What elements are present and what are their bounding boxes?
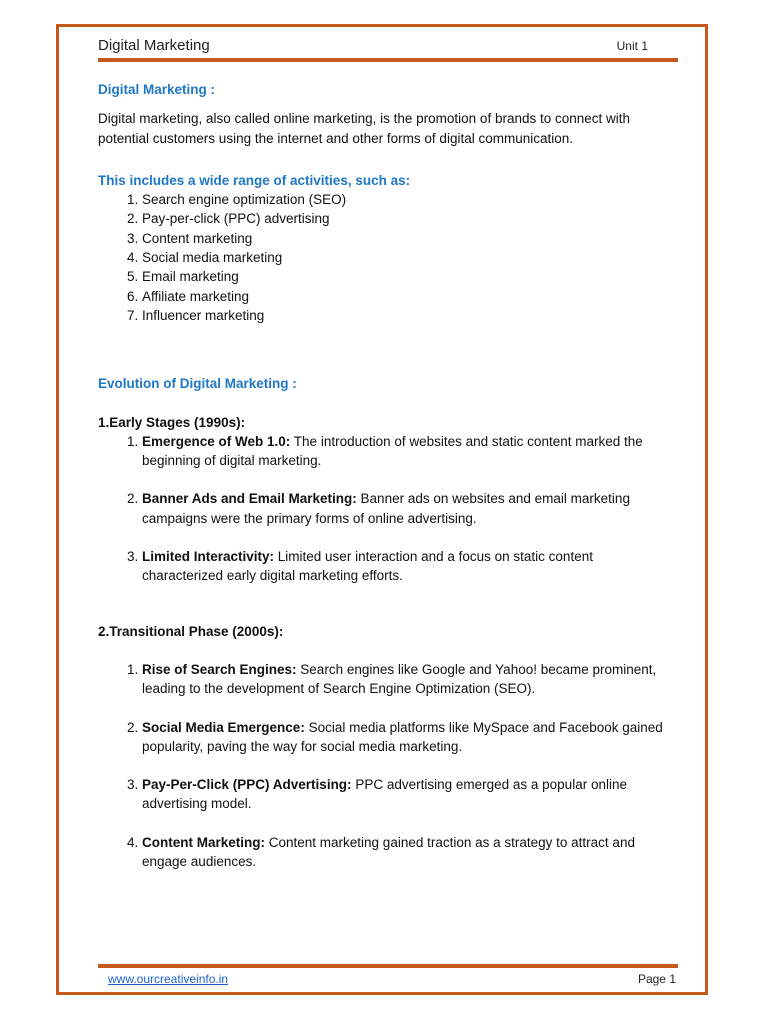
document-body	[98, 72, 670, 871]
footer-rule	[98, 964, 678, 968]
item-term: Content Marketing:	[142, 834, 265, 850]
item-term: Limited Interactivity:	[142, 549, 275, 565]
list-item	[142, 432, 670, 471]
page-number: Page 1	[637, 972, 676, 986]
unit-label: Unit 1	[616, 39, 648, 53]
transitional-phase-list	[98, 660, 670, 871]
list-item: 2. Pay-per-click (PPC) advertising	[142, 209, 670, 228]
early-stages-list	[98, 432, 670, 586]
item-text: PPC advertising emerged as a popular online advertising model.	[142, 777, 627, 812]
list-item	[142, 660, 670, 699]
website-link[interactable]: www.ourcreativeinfo.in	[108, 972, 229, 986]
document-title: Digital Marketing	[98, 37, 210, 54]
list-item	[142, 833, 670, 872]
list-item: 3. Content marketing	[142, 229, 670, 248]
list-item	[142, 547, 670, 586]
item-text: Social media platforms like MySpace and Facebook gained popularity, paving the way for social media marketing.	[142, 719, 663, 754]
item-term: Social Media Emergence:	[142, 719, 305, 735]
list-item: 4. Social media marketing	[142, 248, 670, 267]
evolution-heading: Evolution of Digital Marketing :	[98, 376, 297, 392]
intro-paragraph: Digital marketing, also called online marketing, is the promotion of brands to connect with potential customers using the internet and other forms of digital communication.	[98, 111, 631, 146]
list-item	[142, 489, 670, 528]
list-item: 1. Search engine optimization (SEO)	[142, 190, 670, 209]
list-item	[142, 718, 670, 757]
item-term: Pay-Per-Click (PPC) Advertising:	[142, 777, 352, 793]
section-heading-digital-marketing: Digital Marketing :	[98, 82, 216, 97]
item-term: Banner Ads and Email Marketing:	[142, 491, 357, 507]
early-stages-heading: 1.Early Stages (1990s):	[98, 414, 246, 430]
list-item: 5. Email marketing	[142, 267, 670, 286]
list-item: 7. Influencer marketing	[142, 306, 670, 325]
activities-heading: This includes a wide range of activities, such as:	[98, 172, 411, 188]
item-text: The introduction of websites and static content marked the beginning of digital marketing.	[142, 433, 643, 469]
header-rule	[98, 58, 678, 62]
item-text: Limited user interaction and a focus on static content characterized early digital marketing efforts.	[142, 549, 593, 584]
transitional-phase-heading: 2.Transitional Phase (2000s):	[98, 623, 284, 639]
list-item: 6. Affiliate marketing	[142, 287, 670, 306]
item-term: Emergence of Web 1.0:	[142, 433, 291, 449]
list-item	[142, 775, 670, 814]
item-text: Content marketing gained traction as a strategy to attract and engage audiences.	[142, 834, 635, 870]
item-text: Banner ads on websites and email marketing campaigns were the primary forms of online advertising.	[142, 491, 630, 526]
item-text: Search engines like Google and Yahoo! became prominent, leading to the development of Search Engine Optimization (SEO).	[142, 661, 657, 697]
activities-list	[98, 190, 670, 325]
item-term: Rise of Search Engines:	[142, 661, 297, 677]
